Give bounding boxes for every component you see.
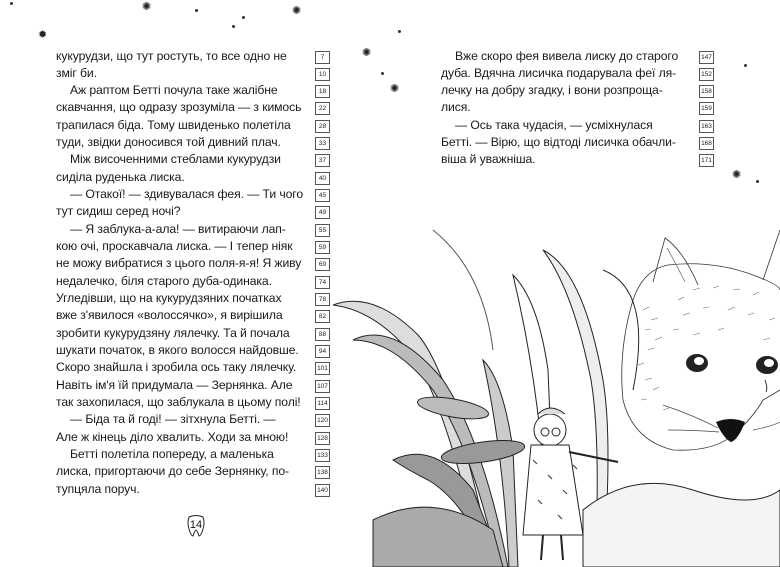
line-count-box: 94 [315,345,330,358]
text-line: лиска, пригортаючи до себе Зернянку, по- [56,464,289,479]
text-line: Бетті. — Вірю, що відтоді лисичка обачли- [441,135,676,150]
line-count-box: 147 [699,51,714,64]
star-dot-icon [242,16,245,19]
line-count-box: 171 [699,154,714,167]
line-count-box: 128 [315,432,330,445]
fox-eyes [686,354,778,392]
text-line: — Біда та й годі! — зітхнула Бетті. — [70,412,276,427]
line-count-box: 40 [315,172,330,185]
sparkle-icon: ✺ [292,5,302,17]
line-count-box: 88 [315,328,330,341]
line-count-box: 133 [315,449,330,462]
line-count-box: 82 [315,310,330,323]
text-line: Навіть ім'я їй придумала — Зернянка. Але [56,377,293,392]
fox-and-fairy-illustration [333,190,780,567]
sparkle-icon: ✺ [390,83,400,95]
text-line: тупцяла поруч. [56,481,140,496]
line-count-box: 152 [699,68,714,81]
line-count-box: 33 [315,137,330,150]
text-line: Бетті полетіла попереду, а маленька [70,447,274,462]
page-number-text: 14 [189,519,203,531]
star-dot-icon [756,180,759,183]
line-count-box: 159 [699,102,714,115]
text-line: Між височенними стеблами кукурудзи [70,152,281,167]
text-line: кукурудзи, що тут ростуть, то все одно не [56,48,287,63]
text-line: не можу вибратися з цього поля-я-я! Я живу [56,256,302,271]
line-count-box: 140 [315,484,330,497]
star-dot-icon [232,25,235,28]
text-line: дуба. Вдячна лисичка подарувала феї ля- [441,65,677,80]
line-count-box: 74 [315,276,330,289]
line-count-box: 114 [315,397,330,410]
fox-nose [663,405,780,442]
text-line: лися. [441,100,471,115]
line-count-box: 28 [315,120,330,133]
text-line: тут сидиш серед ночі? [56,204,181,219]
line-count-box: 45 [315,189,330,202]
sparkle-icon: ✺ [732,169,742,181]
text-line: Вже скоро фея вивела лиску до старого [455,48,679,63]
sparkle-icon: ✺ [142,1,152,13]
line-count-box: 163 [699,120,714,133]
line-count-box: 107 [315,380,330,393]
line-count-box: 18 [315,85,330,98]
star-dot-icon [398,30,401,33]
fox-head [622,230,780,450]
line-count-box: 10 [315,68,330,81]
text-line: скавчання, що одразу зрозуміла — з кимось [56,100,302,115]
line-count-box: 120 [315,414,330,427]
text-line: туди, звідки доносився той дивний плач. [56,135,281,150]
text-line: шукати початок, в якого волосся найдовше. [56,343,299,358]
star-dot-icon [10,2,13,5]
text-line: трапилася біда. Тому швиденько полетіла [56,117,291,132]
line-count-box: 59 [315,241,330,254]
text-line: Угледівши, що на кукурудзяних початках [56,291,282,306]
star-dot-icon [195,9,198,12]
line-count-box: 7 [315,51,330,64]
star-dot-icon [744,64,747,67]
line-count-box: 101 [315,362,330,375]
text-line: віша й уважніша. [441,152,536,167]
star-dot-icon [381,72,384,75]
text-line: зробити кукурудзяну лялечку. Та й почала [56,325,290,340]
sparkle-icon: ✺ [362,47,372,59]
text-line: сиділа руденька лиска. [56,169,185,184]
text-line: — Я заблука-а-ала! — витираючи лап- [70,221,286,236]
text-line: Скоро знайшла і зробила ось таку лялечку. [56,360,297,375]
text-line: лечку на добру згадку, і вони розпроща- [441,83,663,98]
text-line: так захопилася, що заблукала в цьому полі! [56,395,301,410]
text-line: недалечко, біля старого дуба-одинака. [56,273,272,288]
text-line: Але ж кінець діло хвалить. Ходи за мною! [56,429,289,444]
line-count-box: 168 [699,137,714,150]
line-count-box: 49 [315,206,330,219]
sparkle-icon: ✹ [38,29,48,41]
text-line: Аж раптом Бетті почула таке жалібне [70,83,278,98]
line-count-box: 69 [315,258,330,271]
line-count-box: 158 [699,85,714,98]
line-count-box: 22 [315,102,330,115]
text-line: зміг би. [56,65,97,80]
page-number [186,515,206,537]
text-line: — Отакої! — здивувалася фея. — Ти чого [70,187,304,202]
text-line: вже з'явилося «волоссячко», я вирішила [56,308,283,323]
text-line: кою очі, проскавчала лиска. — І тепер ніяк [56,239,293,254]
text-line: — Ось така чудасія, — усміхнулася [455,117,653,132]
line-count-box: 78 [315,293,330,306]
line-count-box: 55 [315,224,330,237]
line-count-box: 138 [315,466,330,479]
line-count-box: 37 [315,154,330,167]
